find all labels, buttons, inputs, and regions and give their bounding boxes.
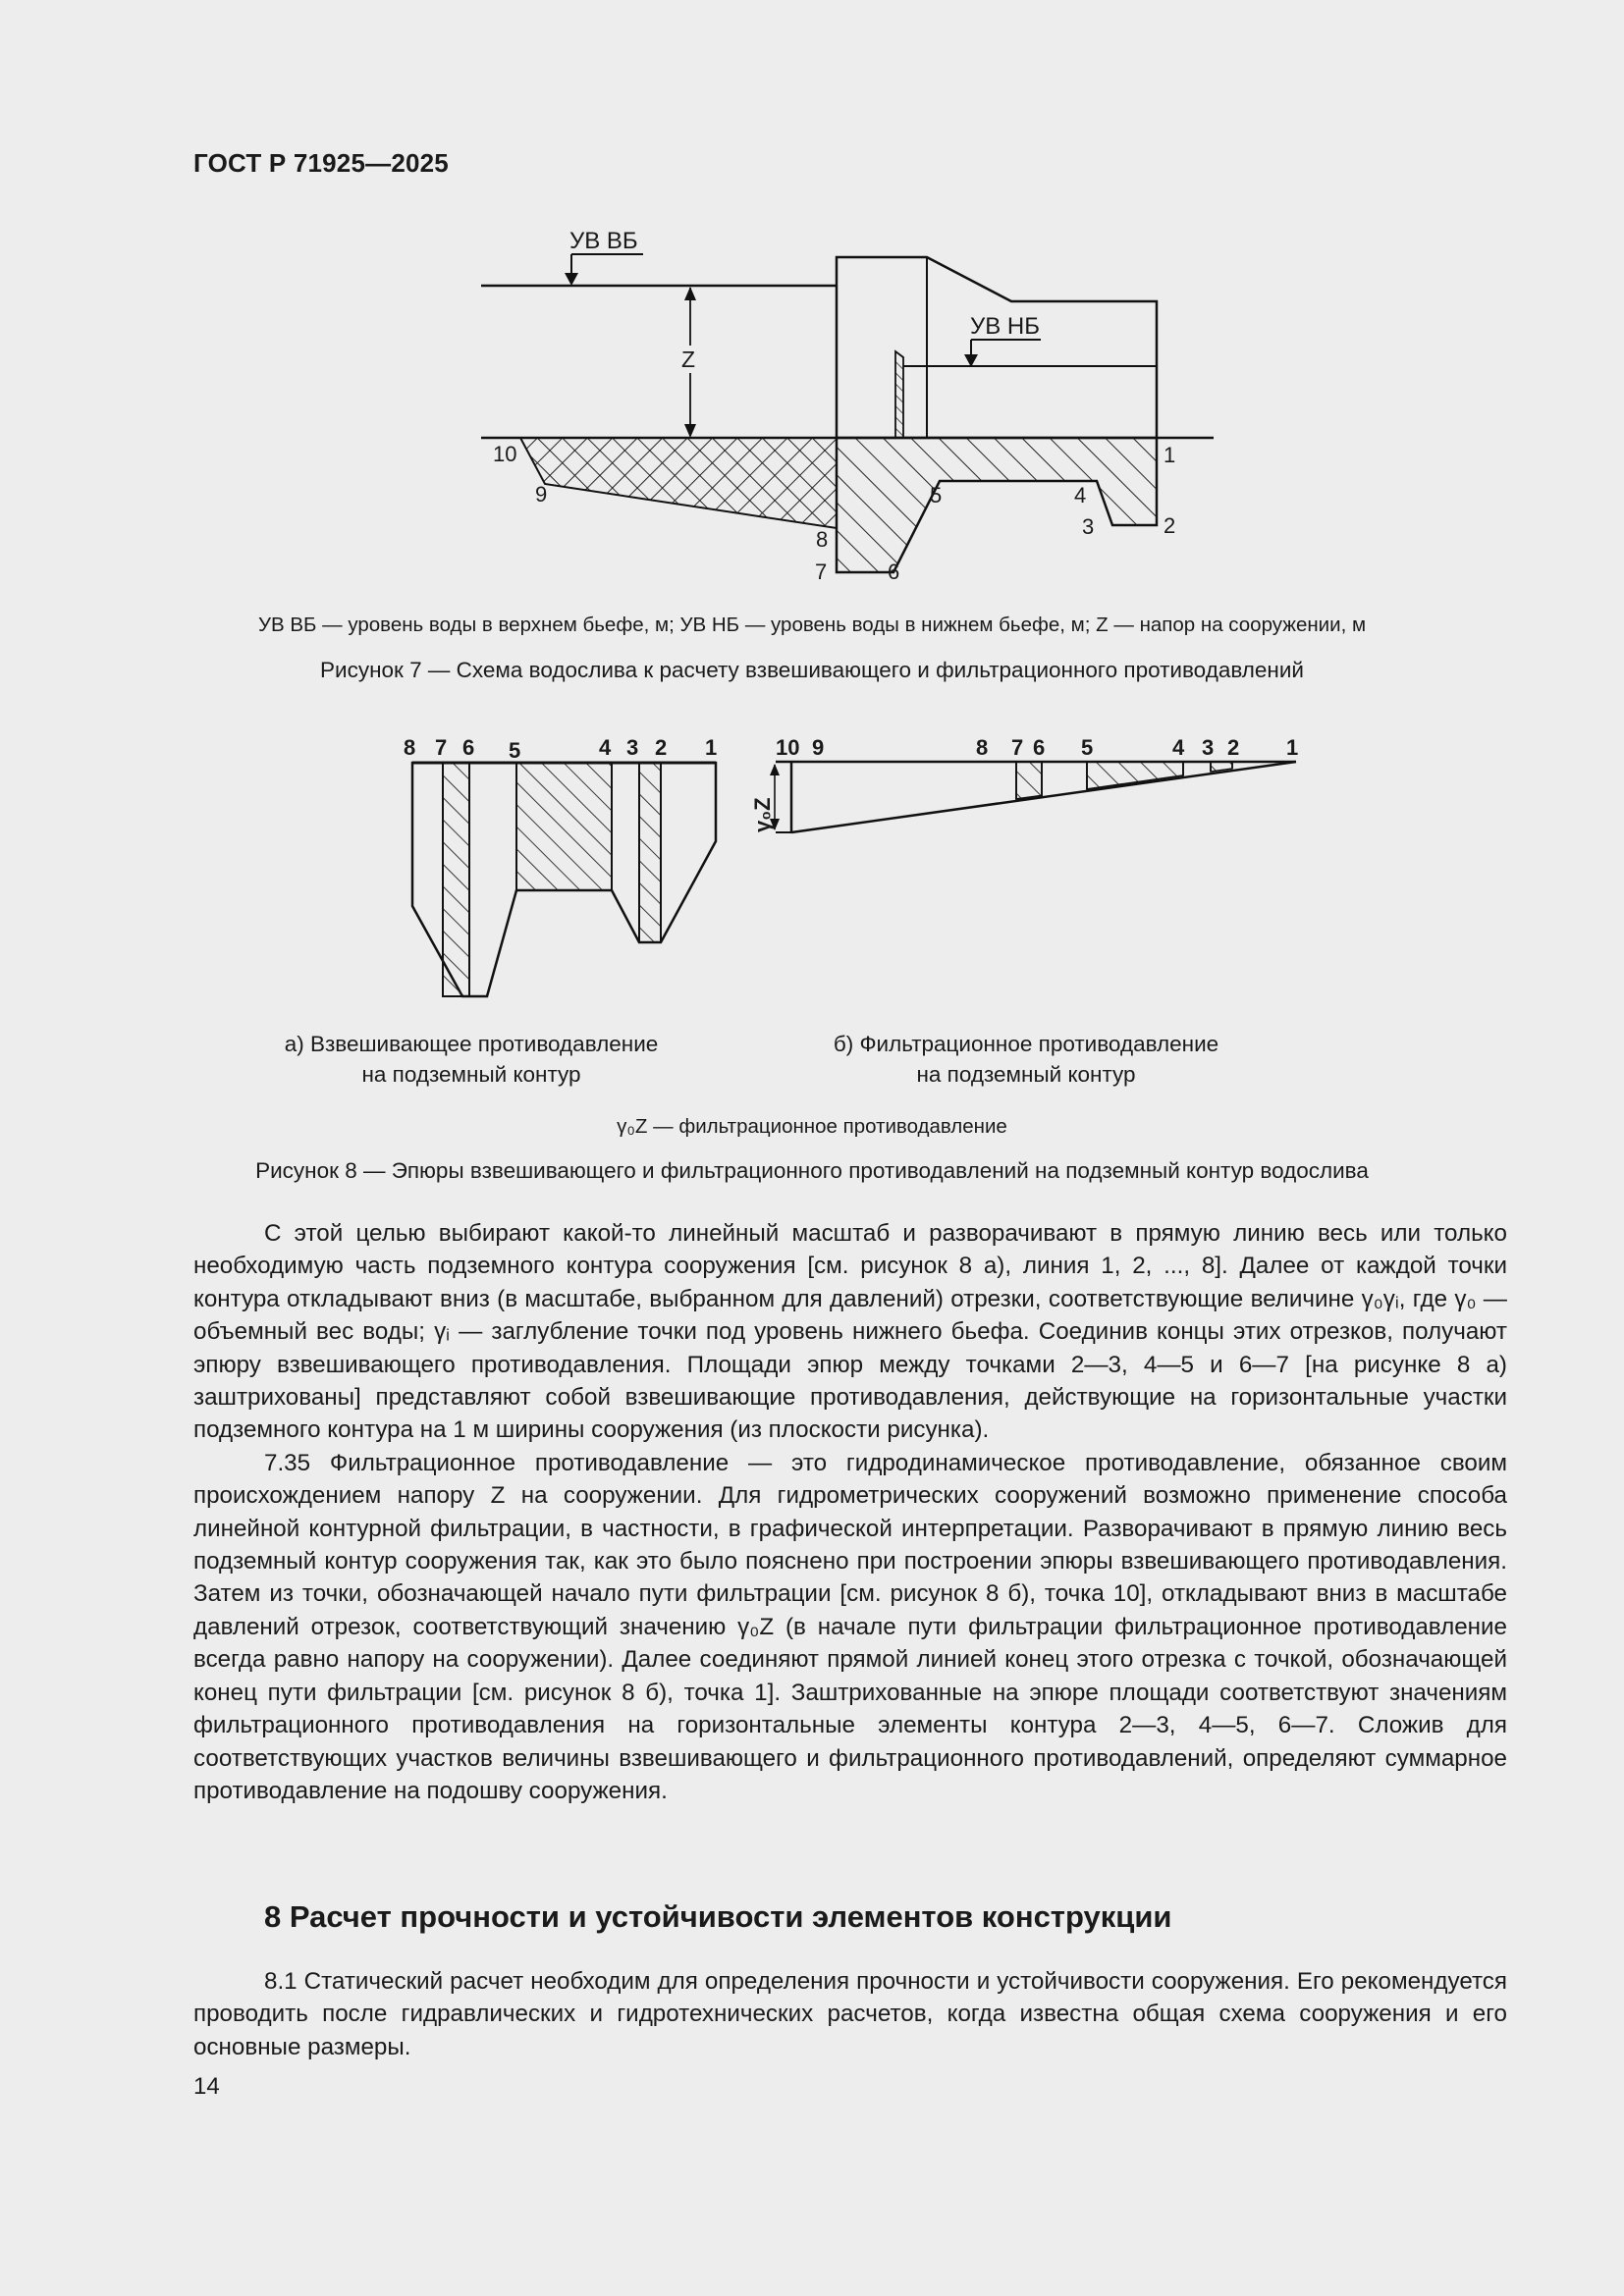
point-label-9: 9 [535, 482, 548, 507]
diagram-a-point-1: 1 [705, 735, 718, 760]
document-code: ГОСТ Р 71925—2025 [193, 148, 449, 178]
downstream-wall-hatched [895, 351, 903, 438]
diagram-b-point-6: 6 [1033, 735, 1046, 760]
diagram-b-caption-line1: б) Фильтрационное противодавление [833, 1032, 1219, 1056]
point-label-6: 6 [888, 560, 900, 584]
figure8-caption: Рисунок 8 — Эпюры взвешивающего и фильтрационного противодавлений на подземный контур водослива [255, 1158, 1369, 1183]
section-heading-8: 8 Расчет прочности и устойчивости элементов конструкции [264, 1899, 1172, 1934]
downstream-level-label: УВ НБ [970, 313, 1041, 340]
diagram-a-point-4: 4 [599, 735, 612, 760]
diagram-a-point-7: 7 [435, 735, 448, 760]
diagram-b-point-5: 5 [1081, 735, 1094, 760]
diagram-b-point-10: 10 [776, 735, 800, 760]
diagram-a-point-2: 2 [655, 735, 668, 760]
diagram-a-point-8: 8 [404, 735, 416, 760]
diagram-b-point-9: 9 [812, 735, 825, 760]
figure7-caption: Рисунок 7 — Схема водослива к расчету взвешивающего и фильтрационного противодавлений [320, 658, 1304, 682]
figure7-diagram [0, 0, 1624, 609]
diagram-a-caption-line2: на подземный контур [361, 1062, 581, 1087]
diagram-a-point-6: 6 [462, 735, 475, 760]
diagram-b-point-8: 8 [976, 735, 989, 760]
diagram-a-caption [245, 1029, 697, 1090]
diagram-a-caption-line1: а) Взвешивающее противодавление [284, 1032, 659, 1056]
paragraph-8-1: 8.1 Статический расчет необходим для определения прочности и устойчивости сооружения. Его рекомендуется проводить после гидравлических и гидротехнических расчетов, когда известна общая схема сооружения и его основные размеры. [193, 1968, 1507, 2060]
hatched-foundation [837, 438, 1157, 572]
diagram-b-point-3: 3 [1202, 735, 1215, 760]
diagram-a-point-5: 5 [509, 738, 521, 763]
crosshatched-soil-region [520, 438, 837, 528]
pressure-gamma0z-label: γ₀Z [750, 797, 775, 832]
page-number: 14 [193, 2073, 220, 2100]
diagram-b-point-7: 7 [1011, 735, 1024, 760]
figure8-diagrams [0, 717, 1624, 1021]
paragraph-2-section-7-35: 7.35 Фильтрационное противодавление — это гидродинамическое противодавление, обязанное своим происхождением напору Z на сооружении. Для гидрометрических сооружений возможно применение способа линейной контурной фильтрации, в частности, в графической интерпретации. Разворачивают в прямую линию весь подземный контур сооружения так, как это было пояснено при построении эпюры взвешивающего противодавления. Затем из точки, обозначающей начало пути фильтрации [см. рисунок 8 б), точка 10], откладывают вниз в масштабе давлений отрезок, соответствующий значению γ₀Z (в начале пути фильтрации фильтрационное противодавление всегда равно напору на сооружении). Далее соединяют прямой линией конец этого отрезка с точкой, обозначающей конец пути фильтрации [см. рисунок 8 б), точка 1]. Заштрихованные на эпюре площади соответствуют значениям фильтрационного противодавления на горизонтальные элементы контура 2—3, 4—5, 6—7. Сложив для соответствующих участков величины взвешивающего и фильтрационного противодавлений, определяют суммарное противодавление на подошву сооружения. [193, 1449, 1507, 1804]
diagram-b-point-2: 2 [1227, 735, 1240, 760]
point-label-5: 5 [930, 483, 943, 507]
diagram-b-point-4: 4 [1172, 735, 1185, 760]
point-label-3: 3 [1082, 514, 1095, 539]
point-label-4: 4 [1074, 483, 1087, 507]
diagram-b-caption [790, 1029, 1262, 1090]
point-label-1: 1 [1164, 443, 1176, 467]
structure-outline [837, 257, 1157, 438]
diagram-a-point-3: 3 [626, 735, 639, 760]
figure7-legend: УВ ВБ — уровень воды в верхнем бьефе, м; УВ НБ — уровень воды в нижнем бьефе, м; Z — напор на сооружении, м [257, 614, 1367, 636]
diagram-b-filtration [750, 762, 1296, 832]
head-z-label: Z [681, 347, 696, 372]
point-label-10: 10 [493, 442, 517, 466]
upstream-level-label: УВ ВБ [569, 228, 638, 254]
body-text-block-2 [193, 1965, 1507, 2063]
point-label-8: 8 [816, 527, 829, 552]
point-label-7: 7 [815, 560, 828, 584]
diagram-b-point-1: 1 [1286, 735, 1299, 760]
diagram-a-buoyancy [412, 763, 716, 996]
paragraph-1: С этой целью выбирают какой-то линейный масштаб и разворачивают в прямую линию весь или только необходимую часть подземного контура сооружения [см. рисунок 8 а), линия 1, 2, ..., 8]. Далее от каждой точки контура откладывают вниз (в масштабе, выбранном для давлений) отрезки, соответствующие величине γ₀γᵢ, где γ₀ — объемный вес воды; γᵢ — заглубление точки под уровень нижнего бьефа. Соединив концы этих отрезков, получают эпюру взвешивающего противодавления. Площади эпюр между точками 2—3, 4—5 и 6—7 [на рисунке 8 а) заштрихованы] представляют собой взвешивающие противодавления, действующие на горизонтальные участки подземного контура на 1 м ширины сооружения (из плоскости рисунка). [193, 1220, 1507, 1444]
diagram-b-caption-line2: на подземный контур [916, 1062, 1136, 1087]
point-label-2: 2 [1164, 513, 1176, 538]
body-text-block-1 [193, 1217, 1507, 1807]
figure8-legend: γ₀Z — фильтрационное противодавление [617, 1115, 1007, 1138]
